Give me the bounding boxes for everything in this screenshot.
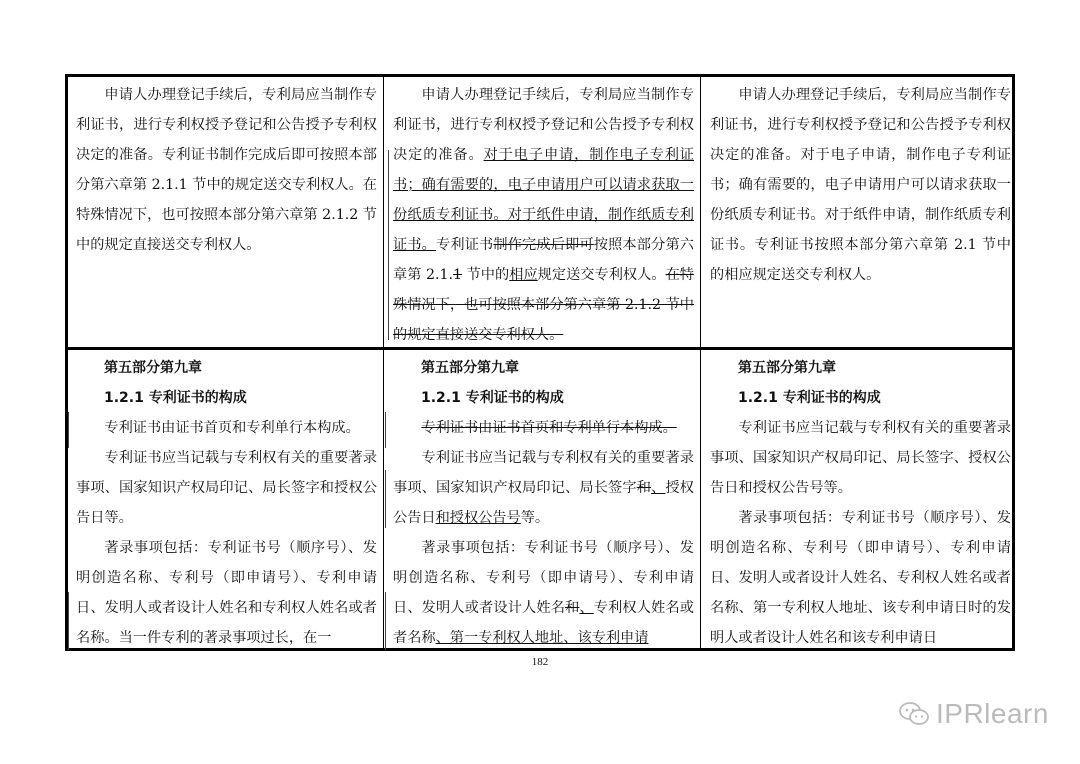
inserted-text: 、 — [579, 600, 594, 616]
change-bar — [385, 470, 386, 528]
paragraph — [393, 413, 694, 443]
deleted-text: 和 — [565, 600, 580, 616]
paragraph: 申请人办理登记手续后，专利局应当制作专利证书，进行专利权授予登记和公告授予专利权决定的准备。专利证书制作完成后即可按照本部分第六章第 2.1.1 节中的规定送交专利权人。在特殊情况下，也可按照本部分第六章第 2.1.2 节中的规定直接送交专利权人。 — [76, 87, 377, 253]
deleted-text: 1 — [453, 267, 463, 283]
row2-original-cell — [70, 353, 383, 653]
inserted-text: 和授权公告号 — [435, 510, 521, 526]
text-segment: 节中的 — [462, 267, 510, 283]
inserted-text: 、 — [651, 480, 666, 496]
row1-revision-cell — [387, 80, 700, 345]
column-divider — [700, 77, 701, 648]
paragraph — [393, 80, 694, 350]
text-segment: 按照本部分第六章第 2.1. — [393, 237, 694, 283]
section-heading: 1.2.1 专利证书的构成 — [421, 390, 564, 406]
watermark-text: IPRlearn — [936, 698, 1049, 729]
wechat-icon — [898, 701, 930, 727]
change-bar — [68, 412, 69, 448]
inserted-text: 对于电子申请，制作电子专利证书；确有需要的，电子申请用户可以请求获取一份纸质专利证书。对于纸件申请，制作纸质专利证书。 — [393, 147, 694, 253]
comparison-table — [65, 74, 1015, 651]
section-heading: 1.2.1 专利证书的构成 — [738, 390, 881, 406]
text-segment: 专利证书 — [436, 237, 494, 253]
text-segment: 申请人办理登记手续后，专利局应当制作专利证书，进行专利权授予登记和公告授予专利权决定的准备。 — [393, 87, 694, 163]
part-heading: 第五部分第九章 — [421, 360, 519, 376]
inserted-text: 、第一专利权人地址、该专利申请 — [435, 630, 649, 646]
deleted-text: 制作完成后即可 — [493, 237, 594, 253]
change-bar — [68, 592, 69, 650]
deleted-text: 在特殊情况下，也可按照本部分第六章第 2.1.2 节中的规定直接送交专利权人。 — [393, 267, 694, 343]
row2-revised-cell — [704, 353, 1017, 653]
paragraph — [393, 533, 694, 653]
text-segment: 授权公告日 — [393, 480, 694, 526]
text-segment: 专利权人姓名或者名称 — [393, 600, 694, 646]
paragraph: 著录事项包括：专利证书号（顺序号）、发明创造名称、专利号（即申请号）、专利申请日、发明人或者设计人姓名、专利权人姓名或者名称、第一专利权人地址、该专利申请日时的发明人或者设计人姓名和该专利申请日 — [710, 510, 1011, 646]
part-heading: 第五部分第九章 — [104, 360, 202, 376]
change-bar — [385, 412, 386, 448]
part-heading: 第五部分第九章 — [738, 360, 836, 376]
row1-revised-cell — [704, 80, 1017, 345]
paragraph: 专利证书由证书首页和专利单行本构成。 — [104, 420, 360, 436]
paragraph: 著录事项包括：专利证书号（顺序号）、发明创造名称、专利号（即申请号）、专利申请日、发明人或者设计人姓名和专利权人姓名或者名称。当一件专利的著录事项过长，在一 — [76, 540, 377, 646]
paragraph — [393, 443, 694, 533]
page-number: 182 — [531, 656, 549, 668]
paragraph: 申请人办理登记手续后，专利局应当制作专利证书，进行专利权授予登记和公告授予专利权决定的准备。对于电子申请，制作电子专利证书；确有需要的，电子申请用户可以请求获取一份纸质专利证书。对于纸件申请，制作纸质专利证书。专利证书按照本部分第六章第 2.1 节中的相应规定送交专利权人。 — [710, 87, 1011, 283]
text-segment: 专利证书应当记载与专利权有关的重要著录事项、国家知识产权局印记、局长签字 — [393, 450, 694, 496]
row1-original-cell — [70, 80, 383, 345]
section-heading: 1.2.1 专利证书的构成 — [104, 390, 247, 406]
text-segment: 著录事项包括：专利证书号（顺序号）、发明创造名称、专利号（即申请号）、专利申请日、发明人或者设计人姓名 — [393, 540, 694, 616]
paragraph: 专利证书应当记载与专利权有关的重要著录事项、国家知识产权局印记、局长签字和授权公告日等。 — [76, 450, 377, 526]
row2-revision-cell — [387, 353, 700, 653]
column-divider — [383, 77, 384, 648]
paragraph: 专利证书应当记载与专利权有关的重要著录事项、国家知识产权局印记、局长签字、授权公告日和授权公告号等。 — [710, 420, 1011, 496]
text-segment: 等。 — [520, 510, 550, 526]
change-bar — [388, 150, 389, 340]
change-bar — [385, 592, 386, 650]
text-segment: 规定送交专利权人。 — [537, 267, 666, 283]
watermark — [898, 698, 1049, 730]
inserted-text: 相应 — [509, 267, 538, 283]
deleted-text: 和 — [636, 480, 652, 496]
deleted-text: 专利证书由证书首页和专利单行本构成。 — [421, 420, 677, 436]
